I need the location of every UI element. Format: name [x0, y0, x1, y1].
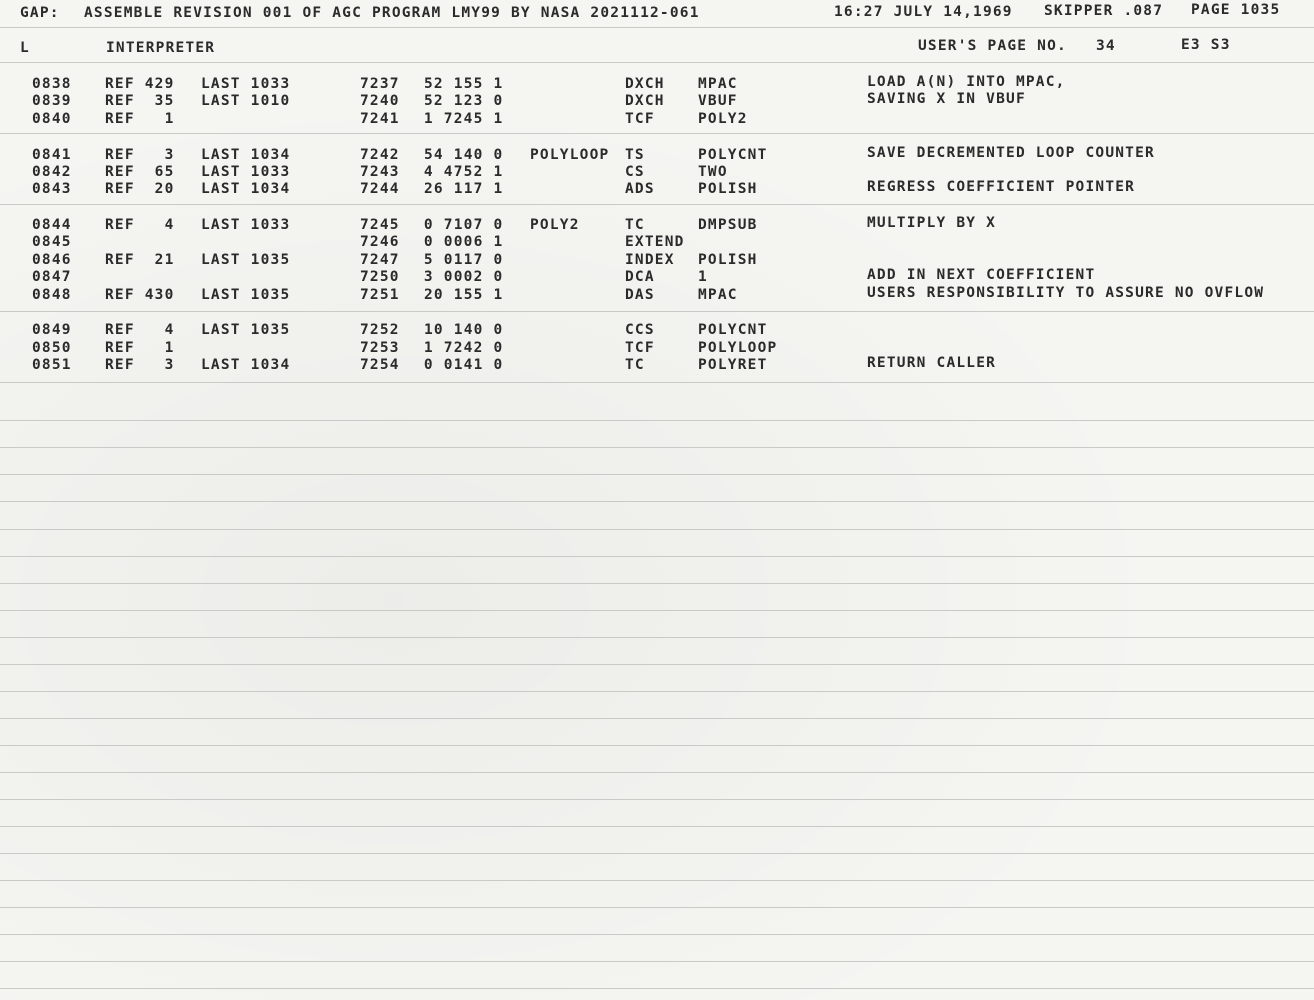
opcode: CS	[625, 164, 645, 180]
ref-field: REF 429	[105, 76, 175, 92]
opcode: TC	[625, 357, 645, 373]
opcode: DXCH	[625, 76, 665, 92]
opcode: TCF	[625, 340, 655, 356]
address: 7242	[360, 147, 400, 163]
operand: POLYRET	[698, 357, 768, 373]
paper-ruling-line	[0, 27, 1314, 28]
operand: POLISH	[698, 252, 758, 268]
paper-ruling-line	[0, 529, 1314, 530]
header-title: ASSEMBLE REVISION 001 OF AGC PROGRAM LMY99 BY NASA 2021112-061	[84, 5, 700, 21]
paper-ruling-line	[0, 799, 1314, 800]
paper-ruling-line	[0, 961, 1314, 962]
subheader-marker: L	[20, 40, 30, 56]
comment: MULTIPLY BY X	[867, 215, 997, 231]
operand: VBUF	[698, 93, 738, 109]
address: 7254	[360, 357, 400, 373]
address: 7250	[360, 269, 400, 285]
line-number: 0839	[32, 93, 72, 109]
last-field: LAST 1035	[201, 287, 291, 303]
symbol-label: POLYLOOP	[530, 147, 610, 163]
address: 7247	[360, 252, 400, 268]
address: 7252	[360, 322, 400, 338]
comment: SAVING X IN VBUF	[867, 91, 1026, 107]
address: 7244	[360, 181, 400, 197]
octal-word: 52 123 0	[424, 93, 504, 109]
line-number: 0841	[32, 147, 72, 163]
line-number: 0848	[32, 287, 72, 303]
octal-word: 52 155 1	[424, 76, 504, 92]
last-field: LAST 1034	[201, 357, 291, 373]
line-number: 0847	[32, 269, 72, 285]
ref-field: REF 1	[105, 111, 175, 127]
comment: ADD IN NEXT COEFFICIENT	[867, 267, 1096, 283]
paper-ruling-line	[0, 826, 1314, 827]
address: 7241	[360, 111, 400, 127]
ref-field: REF 65	[105, 164, 175, 180]
operand: 1	[698, 269, 708, 285]
opcode: DCA	[625, 269, 655, 285]
ref-field: REF 4	[105, 322, 175, 338]
ref-field: REF 3	[105, 147, 175, 163]
operand: DMPSUB	[698, 217, 758, 233]
address: 7245	[360, 217, 400, 233]
address: 7237	[360, 76, 400, 92]
address: 7246	[360, 234, 400, 250]
line-number: 0843	[32, 181, 72, 197]
opcode: EXTEND	[625, 234, 685, 250]
address: 7240	[360, 93, 400, 109]
comment: USERS RESPONSIBILITY TO ASSURE NO OVFLOW	[867, 285, 1265, 301]
line-number: 0849	[32, 322, 72, 338]
octal-word: 0 0006 1	[414, 234, 504, 250]
section-title: INTERPRETER	[106, 40, 216, 56]
paper-ruling-line	[0, 610, 1314, 611]
bank-code: E3 S3	[1181, 37, 1231, 53]
operand: POLYLOOP	[698, 340, 778, 356]
last-field: LAST 1034	[201, 181, 291, 197]
header-timestamp: 16:27 JULY 14,1969	[834, 4, 1013, 20]
ref-field: REF 35	[105, 93, 175, 109]
octal-word: 1 7245 1	[414, 111, 504, 127]
last-field: LAST 1035	[201, 252, 291, 268]
comment: RETURN CALLER	[867, 355, 997, 371]
operand: POLYCNT	[698, 322, 768, 338]
ref-field: REF 1	[105, 340, 175, 356]
octal-word: 3 0002 0	[414, 269, 504, 285]
line-number: 0844	[32, 217, 72, 233]
line-number: 0845	[32, 234, 72, 250]
address: 7253	[360, 340, 400, 356]
users-page-number: 34	[1096, 38, 1116, 54]
address: 7243	[360, 164, 400, 180]
paper-ruling-line	[0, 880, 1314, 881]
paper-ruling-line	[0, 907, 1314, 908]
operand: MPAC	[698, 76, 738, 92]
comment: LOAD A(N) INTO MPAC,	[867, 74, 1066, 90]
last-field: LAST 1010	[201, 93, 291, 109]
octal-word: 20 155 1	[424, 287, 504, 303]
paper-ruling-line	[0, 447, 1314, 448]
users-page-label: USER'S PAGE NO.	[918, 38, 1067, 54]
line-number: 0838	[32, 76, 72, 92]
paper-ruling-line	[0, 718, 1314, 719]
paper-ruling-line	[0, 583, 1314, 584]
operand: POLYCNT	[698, 147, 768, 163]
paper-ruling-line	[0, 691, 1314, 692]
octal-word: 0 0141 0	[414, 357, 504, 373]
opcode: TS	[625, 147, 645, 163]
paper-ruling-line	[0, 474, 1314, 475]
octal-word: 26 117 1	[424, 181, 504, 197]
paper-ruling-line	[0, 664, 1314, 665]
comment: SAVE DECREMENTED LOOP COUNTER	[867, 145, 1155, 161]
paper-ruling-line	[0, 382, 1314, 383]
paper-ruling-line	[0, 988, 1314, 989]
paper-ruling-line	[0, 420, 1314, 421]
operand: POLISH	[698, 181, 758, 197]
paper-ruling-line	[0, 311, 1314, 312]
octal-word: 54 140 0	[424, 147, 504, 163]
paper-ruling-line	[0, 772, 1314, 773]
octal-word: 0 7107 0	[414, 217, 504, 233]
address: 7251	[360, 287, 400, 303]
symbol-label: POLY2	[530, 217, 580, 233]
header-page: PAGE 1035	[1191, 2, 1281, 18]
octal-word: 10 140 0	[424, 322, 504, 338]
line-number: 0842	[32, 164, 72, 180]
comment: REGRESS COEFFICIENT POINTER	[867, 179, 1136, 195]
last-field: LAST 1035	[201, 322, 291, 338]
octal-word: 4 4752 1	[414, 164, 504, 180]
header-prefix: GAP:	[20, 5, 60, 21]
line-number: 0851	[32, 357, 72, 373]
paper-ruling-line	[0, 637, 1314, 638]
opcode: CCS	[625, 322, 655, 338]
opcode: ADS	[625, 181, 655, 197]
ref-field: REF 21	[105, 252, 175, 268]
opcode: INDEX	[625, 252, 675, 268]
opcode: TCF	[625, 111, 655, 127]
operand: MPAC	[698, 287, 738, 303]
opcode: DXCH	[625, 93, 665, 109]
line-number: 0840	[32, 111, 72, 127]
paper-ruling-line	[0, 133, 1314, 134]
paper-ruling-line	[0, 501, 1314, 502]
line-number: 0846	[32, 252, 72, 268]
ref-field: REF 20	[105, 181, 175, 197]
opcode: TC	[625, 217, 645, 233]
line-number: 0850	[32, 340, 72, 356]
paper-ruling-line	[0, 934, 1314, 935]
paper-ruling-line	[0, 745, 1314, 746]
octal-word: 5 0117 0	[414, 252, 504, 268]
paper-ruling-line	[0, 204, 1314, 205]
last-field: LAST 1034	[201, 147, 291, 163]
paper-ruling-line	[0, 62, 1314, 63]
last-field: LAST 1033	[201, 164, 291, 180]
paper-ruling-line	[0, 853, 1314, 854]
operand: TWO	[698, 164, 728, 180]
paper-ruling-line	[0, 556, 1314, 557]
ref-field: REF 4	[105, 217, 175, 233]
opcode: DAS	[625, 287, 655, 303]
header-skipper: SKIPPER .087	[1044, 3, 1164, 19]
octal-word: 1 7242 0	[414, 340, 504, 356]
last-field: LAST 1033	[201, 217, 291, 233]
operand: POLY2	[698, 111, 748, 127]
ref-field: REF 3	[105, 357, 175, 373]
last-field: LAST 1033	[201, 76, 291, 92]
ref-field: REF 430	[105, 287, 175, 303]
